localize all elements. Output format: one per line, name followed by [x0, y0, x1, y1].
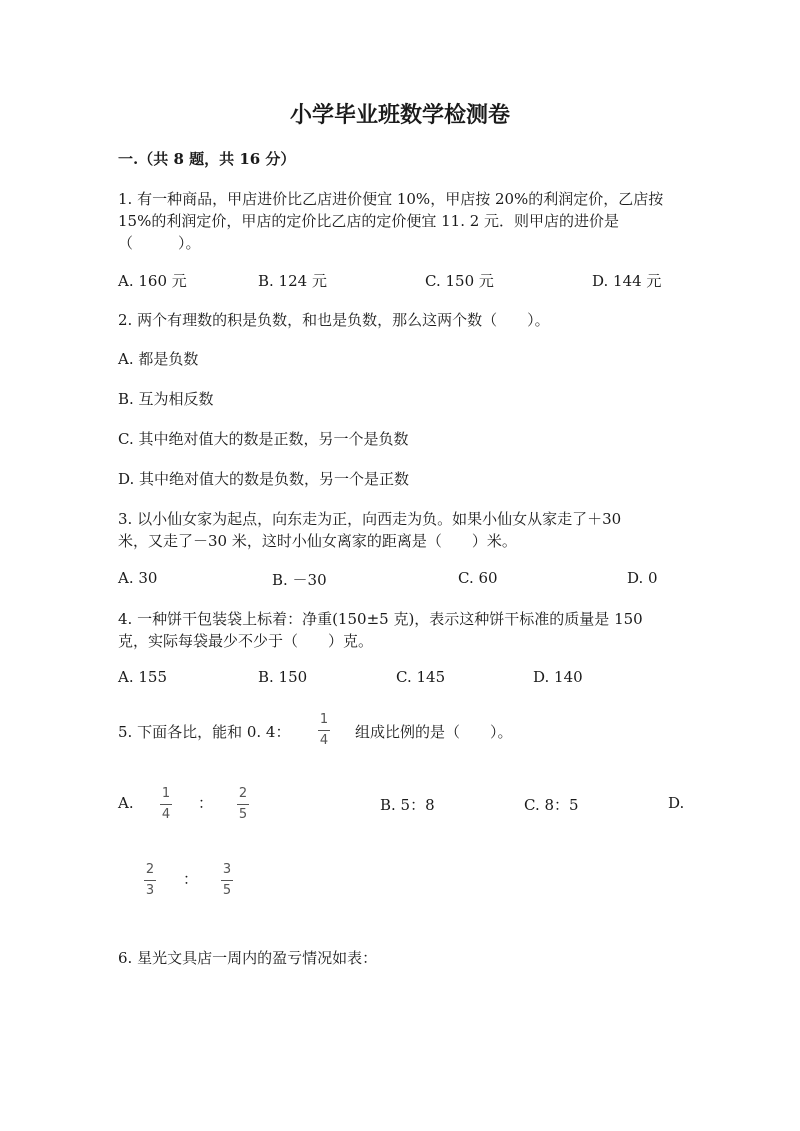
question-1-line-3: （ ）。 — [118, 234, 201, 252]
q5-option-a-left-fraction — [160, 786, 172, 823]
fraction-numerator: 3 — [222, 862, 232, 877]
q5-option-a-label[interactable]: A. — [118, 794, 134, 812]
q5-option-d-colon: ： — [183, 870, 199, 888]
fraction-bar — [221, 880, 233, 881]
question-5-prefix: 5. 下面各比，能和 0. 4： — [118, 723, 291, 741]
fraction-bar — [144, 880, 156, 881]
q1-option-c[interactable]: C. 150 元 — [425, 272, 494, 290]
question-6-text: 6. 星光文具店一周内的盈亏情况如表： — [118, 949, 378, 967]
fraction-numerator: 1 — [319, 712, 329, 727]
q4-option-a[interactable]: A. 155 — [118, 668, 167, 686]
fraction-denominator: 4 — [161, 807, 171, 822]
q1-option-d[interactable]: D. 144 元 — [592, 272, 662, 290]
question-4-line-2: 克，实际每袋最少不少于（ ）克。 — [118, 632, 374, 650]
q5-fraction — [318, 712, 330, 749]
fraction-denominator: 5 — [238, 807, 248, 822]
fraction-bar — [160, 804, 172, 805]
q1-option-a[interactable]: A. 160 元 — [118, 272, 187, 290]
q2-option-a[interactable]: A. 都是负数 — [118, 350, 199, 368]
q3-option-a[interactable]: A. 30 — [118, 569, 158, 587]
fraction-numerator: 2 — [238, 786, 248, 801]
q5-option-d-label[interactable]: D. — [668, 794, 685, 812]
page-title: 小学毕业班数学检测卷 — [289, 102, 510, 128]
question-2-text: 2. 两个有理数的积是负数，和也是负数，那么这两个数（ ）。 — [118, 311, 550, 329]
fraction-numerator: 1 — [161, 786, 171, 801]
q2-option-c[interactable]: C. 其中绝对值大的数是正数，另一个是负数 — [118, 430, 409, 448]
q4-option-b[interactable]: B. 150 — [258, 668, 308, 686]
fraction-denominator: 5 — [222, 883, 232, 898]
q2-option-b[interactable]: B. 互为相反数 — [118, 390, 214, 408]
q5-option-a-colon: ： — [198, 794, 214, 812]
q5-option-a-right-fraction — [237, 786, 249, 823]
fraction-bar — [237, 804, 249, 805]
q4-option-c[interactable]: C. 145 — [396, 668, 446, 686]
q2-option-d[interactable]: D. 其中绝对值大的数是负数，另一个是正数 — [118, 470, 410, 488]
q3-option-d[interactable]: D. 0 — [627, 569, 658, 587]
q1-option-b[interactable]: B. 124 元 — [258, 272, 327, 290]
question-1-line-2: 15%的利润定价，甲店的定价比乙店的定价便宜 11. 2 元．则甲店的进价是 — [118, 212, 620, 230]
question-3-line-2: 米，又走了－30 米，这时小仙女离家的距离是（ ）米。 — [118, 532, 517, 550]
fraction-denominator: 3 — [145, 883, 155, 898]
question-1-line-1: 1. 有一种商品，甲店进价比乙店进价便宜 10%，甲店按 20%的利润定价，乙店按 — [118, 190, 664, 208]
q3-option-b[interactable]: B. －30 — [272, 571, 327, 589]
fraction-bar — [318, 730, 330, 731]
q5-option-d-right-fraction — [221, 862, 233, 899]
fraction-numerator: 2 — [145, 862, 155, 877]
q5-option-d-left-fraction — [144, 862, 156, 899]
question-5-suffix: 组成比例的是（ ）。 — [355, 723, 513, 741]
q4-option-d[interactable]: D. 140 — [533, 668, 583, 686]
question-3-line-1: 3. 以小仙女家为起点，向东走为正，向西走为负。如果小仙女从家走了＋30 — [118, 510, 622, 528]
section-header: 一.（共 8 题，共 16 分） — [118, 150, 296, 168]
q3-option-c[interactable]: C. 60 — [458, 569, 498, 587]
q5-option-b[interactable]: B. 5：8 — [380, 796, 435, 814]
fraction-denominator: 4 — [319, 733, 329, 748]
q5-option-c[interactable]: C. 8：5 — [524, 796, 579, 814]
question-4-line-1: 4. 一种饼干包装袋上标着：净重(150±5 克)，表示这种饼干标准的质量是 150 — [118, 610, 643, 628]
